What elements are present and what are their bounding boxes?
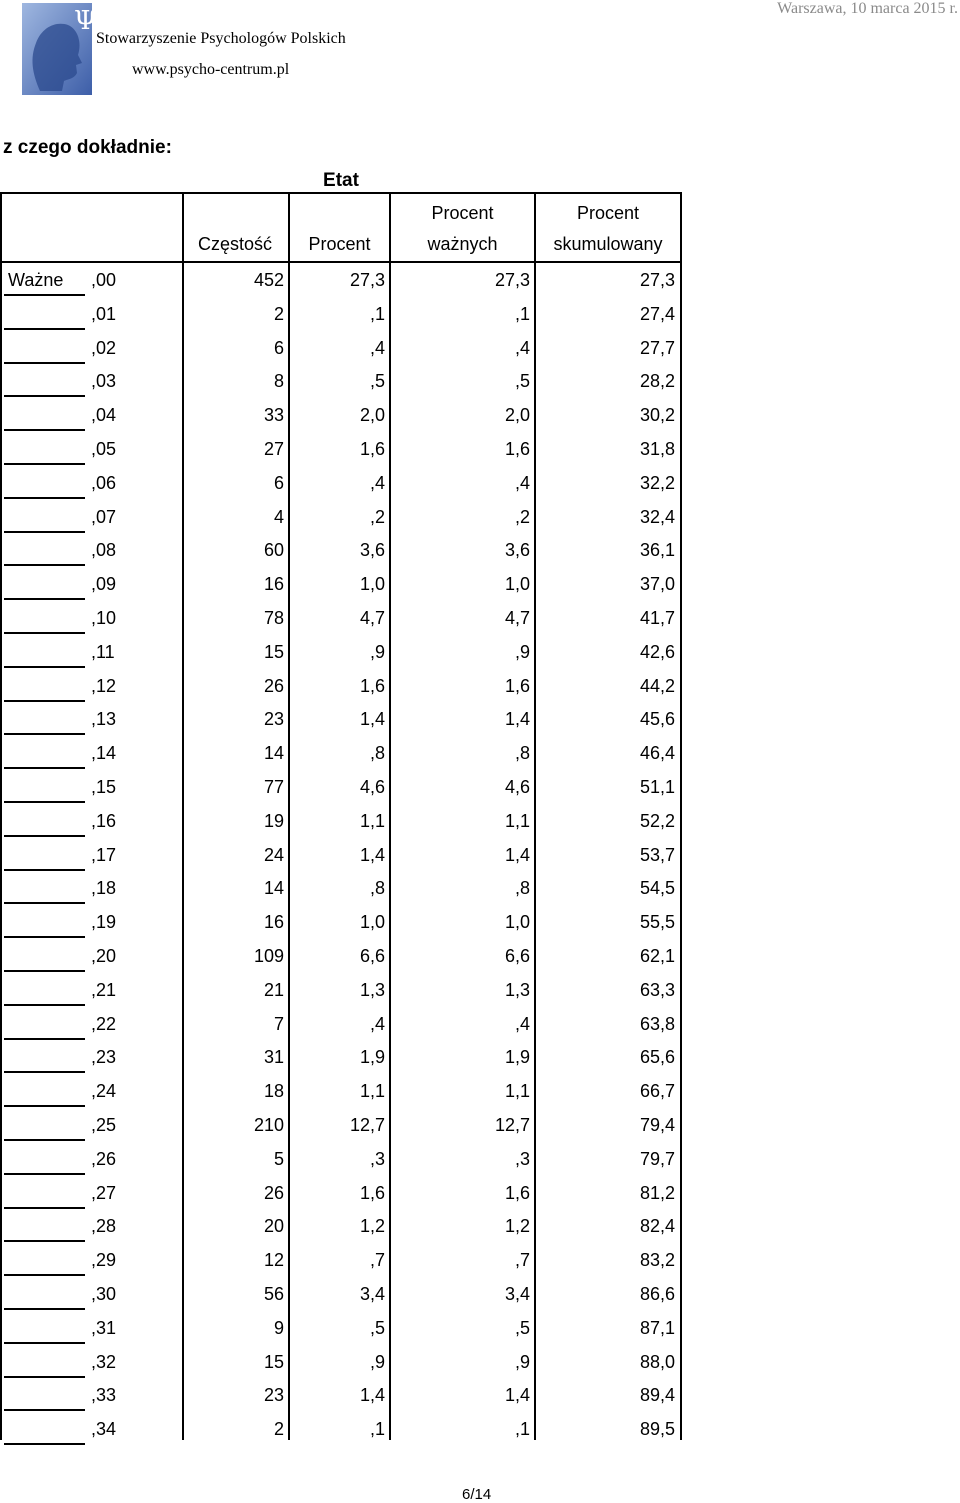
frequency-cell: 33 [263,405,284,426]
cumulative-percent-cell: 32,4 [639,506,675,527]
row-label-underline [4,1105,85,1107]
cumulative-percent-cell: 27,7 [639,337,675,358]
frequency-cell: 26 [263,1182,284,1203]
cumulative-percent-cell: 86,6 [639,1284,675,1304]
row-label-underline [4,1443,85,1445]
cumulative-percent-cell: 54,5 [639,878,675,899]
percent-cell: ,5 [369,1317,385,1338]
table-top-border [0,192,682,194]
frequency-cell: 23 [263,1385,284,1406]
row-label-underline [4,497,85,499]
category-value: ,21 [91,979,117,1000]
table-row [0,635,682,669]
frequency-cell: 2 [273,303,284,324]
cumulative-percent-cell: 62,1 [639,946,675,966]
category-value: ,20 [91,946,117,966]
category-value: ,24 [91,1081,117,1102]
document-date: Warszawa, 10 marca 2015 r. [777,0,958,17]
percent-cell: 2,0 [359,405,385,426]
table-row [0,939,682,973]
cumulative-percent-cell: 89,5 [639,1419,675,1440]
row-label-underline [4,835,85,837]
header-valid-percent-line2: ważnych [427,234,498,254]
svg-text:Ψ: Ψ [74,6,97,36]
category-value: ,05 [91,439,117,459]
frequency-cell: 9 [273,1317,284,1338]
frequency-cell: 18 [263,1081,284,1102]
percent-cell: 4,7 [359,608,385,628]
category-value: ,09 [91,574,117,595]
table-row [0,500,682,534]
percent-cell: ,4 [369,472,385,493]
frequency-cell: 2 [273,1419,284,1440]
category-value: ,13 [91,709,117,730]
row-label-underline [4,1207,85,1209]
group-label-valid: Ważne [8,270,64,290]
frequency-cell: 19 [263,810,284,831]
row-label-underline [4,1139,85,1141]
row-label-underline [4,801,85,803]
valid-percent-cell: ,8 [514,878,530,899]
table-row [0,1176,682,1210]
row-label-underline [4,869,85,871]
frequency-cell: 56 [263,1284,284,1304]
percent-cell: 4,6 [359,777,385,797]
percent-cell: 27,3 [349,270,385,290]
category-value: ,33 [91,1385,117,1406]
percent-cell: 3,6 [359,540,385,561]
frequency-cell: 21 [263,979,284,1000]
row-label-underline [4,970,85,972]
valid-percent-cell: 1,6 [504,439,530,459]
cumulative-percent-cell: 65,6 [639,1047,675,1068]
row-label-underline [4,733,85,735]
percent-cell: 1,0 [359,912,385,933]
frequency-cell: 452 [253,270,284,290]
valid-percent-cell: ,3 [514,1148,530,1169]
table-row [0,432,682,466]
valid-percent-cell: 4,6 [504,777,530,797]
organization-logo [22,3,97,95]
percent-cell: 1,9 [359,1047,385,1068]
percent-cell: ,9 [369,1351,385,1372]
row-label-underline [4,632,85,634]
frequency-cell: 78 [263,608,284,628]
percent-cell: 1,4 [359,1385,385,1406]
cumulative-percent-cell: 37,0 [639,574,675,595]
cumulative-percent-cell: 41,7 [639,608,675,628]
category-value: ,11 [91,641,115,662]
percent-cell: ,8 [369,743,385,764]
frequency-cell: 31 [263,1047,284,1068]
valid-percent-cell: ,2 [514,506,530,527]
percent-cell: ,2 [369,506,385,527]
row-label-underline [4,1308,85,1310]
frequency-cell: 60 [263,540,284,561]
table-row [0,398,682,432]
frequency-cell: 6 [273,337,284,358]
header-percent: Procent [308,234,371,254]
percent-cell: 3,4 [359,1284,385,1304]
percent-cell: ,7 [369,1250,385,1271]
frequency-cell: 26 [263,675,284,696]
cumulative-percent-cell: 63,8 [639,1013,675,1034]
percent-cell: ,9 [369,641,385,662]
frequency-cell: 14 [263,743,284,764]
table-row [0,364,682,398]
valid-percent-cell: 1,4 [504,709,530,730]
cumulative-percent-cell: 82,4 [639,1216,675,1237]
table-row [0,702,682,736]
category-value: ,19 [91,912,117,933]
percent-cell: 1,6 [359,439,385,459]
frequency-cell: 4 [273,506,284,527]
percent-cell: 1,6 [359,1182,385,1203]
table-row [0,905,682,939]
valid-percent-cell: 1,0 [504,912,530,933]
valid-percent-cell: ,4 [514,472,530,493]
category-value: ,02 [91,337,117,358]
table-row [0,1074,682,1108]
organization-website: www.psycho-centrum.pl [132,61,290,78]
row-label-underline [4,429,85,431]
category-value: ,17 [91,844,117,865]
valid-percent-cell: 1,0 [504,574,530,595]
row-label-underline [4,1342,85,1344]
cumulative-percent-cell: 44,2 [639,675,675,696]
frequency-cell: 27 [263,439,284,459]
percent-cell: 1,1 [359,1081,385,1102]
row-label-underline [4,328,85,330]
frequency-cell: 16 [263,574,284,595]
table-row [0,567,682,601]
header-valid-percent-line1: Procent [431,203,494,223]
valid-percent-cell: 27,3 [494,270,530,290]
table-row [0,1412,682,1446]
table-title: Etat [323,170,359,191]
row-label-underline [4,1004,85,1006]
table-row [0,838,682,872]
cumulative-percent-cell: 42,6 [639,641,675,662]
valid-percent-cell: 3,6 [504,540,530,561]
category-value: ,01 [91,303,117,324]
category-value: ,08 [91,540,117,561]
valid-percent-cell: ,1 [514,1419,530,1440]
category-value: ,32 [91,1351,117,1372]
row-label-underline [4,1240,85,1242]
header-frequency: Częstość [197,234,273,254]
frequency-cell: 5 [273,1148,284,1169]
cumulative-percent-cell: 79,4 [639,1115,675,1135]
frequency-cell: 6 [273,472,284,493]
category-value: ,15 [91,777,117,797]
cumulative-percent-cell: 53,7 [639,844,675,865]
valid-percent-cell: 3,4 [504,1284,530,1304]
table-row [0,1378,682,1412]
frequency-cell: 15 [263,641,284,662]
category-value: ,06 [91,472,117,493]
table-row [0,601,682,635]
category-value: ,22 [91,1013,117,1034]
table-row [0,1108,682,1142]
row-label-underline [4,666,85,668]
valid-percent-cell: ,9 [514,1351,530,1372]
cumulative-percent-cell: 28,2 [639,371,675,392]
valid-percent-cell: ,5 [514,1317,530,1338]
cumulative-percent-cell: 27,3 [639,270,675,290]
percent-cell: ,4 [369,337,385,358]
table-row [0,669,682,703]
category-value: ,30 [91,1284,117,1304]
valid-percent-cell: 1,3 [504,979,530,1000]
category-value: ,23 [91,1047,117,1068]
category-value: ,10 [91,608,117,628]
percent-cell: ,4 [369,1013,385,1034]
frequency-cell: 12 [263,1250,284,1271]
category-value: ,34 [91,1419,117,1440]
row-label-underline [4,463,85,465]
row-label-underline [4,1409,85,1411]
row-label-underline [4,564,85,566]
valid-percent-cell: ,9 [514,641,530,662]
cumulative-percent-cell: 63,3 [639,979,675,1000]
percent-cell: ,8 [369,878,385,899]
frequency-cell: 20 [263,1216,284,1237]
category-value: ,16 [91,810,117,831]
row-label-underline [4,1376,85,1378]
cumulative-percent-cell: 55,5 [639,912,675,933]
table-row [0,466,682,500]
percent-cell: 1,6 [359,675,385,696]
category-value: ,18 [91,878,117,899]
category-value: ,00 [91,270,117,290]
row-label-underline [4,1173,85,1175]
category-value: ,29 [91,1250,117,1271]
row-label-underline [4,1274,85,1276]
category-value: ,25 [91,1115,117,1135]
cumulative-percent-cell: 83,2 [639,1250,675,1271]
header-cumulative-percent-line2: skumulowany [553,234,663,254]
table-row [0,1345,682,1379]
percent-cell: 1,3 [359,979,385,1000]
cumulative-percent-cell: 46,4 [639,743,675,764]
valid-percent-cell: 1,4 [504,844,530,865]
valid-percent-cell: ,7 [514,1250,530,1271]
percent-cell: 1,4 [359,709,385,730]
table-row [0,871,682,905]
category-value: ,27 [91,1182,117,1203]
valid-percent-cell: 12,7 [494,1115,530,1135]
percent-cell: 1,2 [359,1216,385,1237]
frequency-cell: 7 [273,1013,284,1034]
category-value: ,28 [91,1216,117,1237]
header-cumulative-percent-line1: Procent [576,203,640,223]
cumulative-percent-cell: 89,4 [639,1385,675,1406]
row-label-underline [4,1071,85,1073]
cumulative-percent-cell: 45,6 [639,709,675,730]
valid-percent-cell: 1,6 [504,675,530,696]
row-label-underline [4,902,85,904]
table-row [0,1243,682,1277]
cumulative-percent-cell: 87,1 [639,1317,675,1338]
percent-cell: ,3 [369,1148,385,1169]
valid-percent-cell: ,4 [514,1013,530,1034]
percent-cell: ,1 [369,303,385,324]
table-row [0,1209,682,1243]
valid-percent-cell: ,8 [514,743,530,764]
percent-cell: 6,6 [359,946,385,966]
cumulative-percent-cell: 36,1 [639,540,675,561]
cumulative-percent-cell: 32,2 [639,472,675,493]
table-row [0,1007,682,1041]
table-row [0,770,682,804]
frequency-cell: 210 [253,1115,284,1135]
category-value: ,26 [91,1148,117,1169]
page-number: 6/14 [462,1486,492,1503]
frequency-cell: 15 [263,1351,284,1372]
row-label-underline [4,1038,85,1040]
cumulative-percent-cell: 52,2 [639,810,675,831]
percent-cell: 12,7 [349,1115,385,1135]
cumulative-percent-cell: 31,8 [639,439,675,459]
valid-percent-cell: 1,2 [504,1216,530,1237]
valid-percent-cell: 1,9 [504,1047,530,1068]
table-row [0,297,682,331]
table-row [0,331,682,365]
percent-cell: 1,1 [359,810,385,831]
cumulative-percent-cell: 88,0 [639,1351,675,1372]
category-value: ,04 [91,405,117,426]
category-value: ,14 [91,743,117,764]
category-value: ,31 [91,1317,117,1338]
valid-percent-cell: 1,6 [504,1182,530,1203]
row-label-underline [4,700,85,702]
frequency-cell: 24 [263,844,284,865]
row-label-underline [4,936,85,938]
percent-cell: 1,0 [359,574,385,595]
valid-percent-cell: ,1 [514,303,530,324]
table-row [0,1142,682,1176]
row-label-underline [4,598,85,600]
table-row [0,804,682,838]
category-value: ,12 [91,675,117,696]
valid-percent-cell: ,5 [514,371,530,392]
table-row [0,263,682,297]
section-title: z czego dokładnie: [3,137,172,158]
cumulative-percent-cell: 27,4 [639,303,675,324]
frequency-cell: 77 [263,777,284,797]
valid-percent-cell: 4,7 [504,608,530,628]
cumulative-percent-cell: 66,7 [639,1081,675,1102]
table-row [0,736,682,770]
valid-percent-cell: ,4 [514,337,530,358]
frequency-cell: 16 [263,912,284,933]
frequency-cell: 109 [253,946,284,966]
table-row [0,1040,682,1074]
cumulative-percent-cell: 51,1 [639,777,675,797]
percent-cell: ,5 [369,371,385,392]
cumulative-percent-cell: 79,7 [639,1148,675,1169]
frequency-table [0,192,682,1440]
valid-percent-cell: 1,4 [504,1385,530,1406]
category-value: ,07 [91,506,117,527]
percent-cell: ,1 [369,1419,385,1440]
valid-percent-cell: 6,6 [504,946,530,966]
organization-name: Stowarzyszenie Psychologów Polskich [96,30,346,47]
table-row [0,533,682,567]
valid-percent-cell: 1,1 [504,1081,530,1102]
valid-percent-cell: 1,1 [504,810,530,831]
row-label-underline [4,531,85,533]
table-row [0,1277,682,1311]
row-label-underline [4,294,85,296]
cumulative-percent-cell: 81,2 [639,1182,675,1203]
cumulative-percent-cell: 30,2 [639,405,675,426]
percent-cell: 1,4 [359,844,385,865]
row-label-underline [4,767,85,769]
row-label-underline [4,395,85,397]
frequency-cell: 23 [263,709,284,730]
table-row [0,973,682,1007]
category-value: ,03 [91,371,117,392]
table-row [0,1311,682,1345]
frequency-cell: 8 [273,371,284,392]
frequency-cell: 14 [263,878,284,899]
valid-percent-cell: 2,0 [504,405,530,426]
row-label-underline [4,362,85,364]
